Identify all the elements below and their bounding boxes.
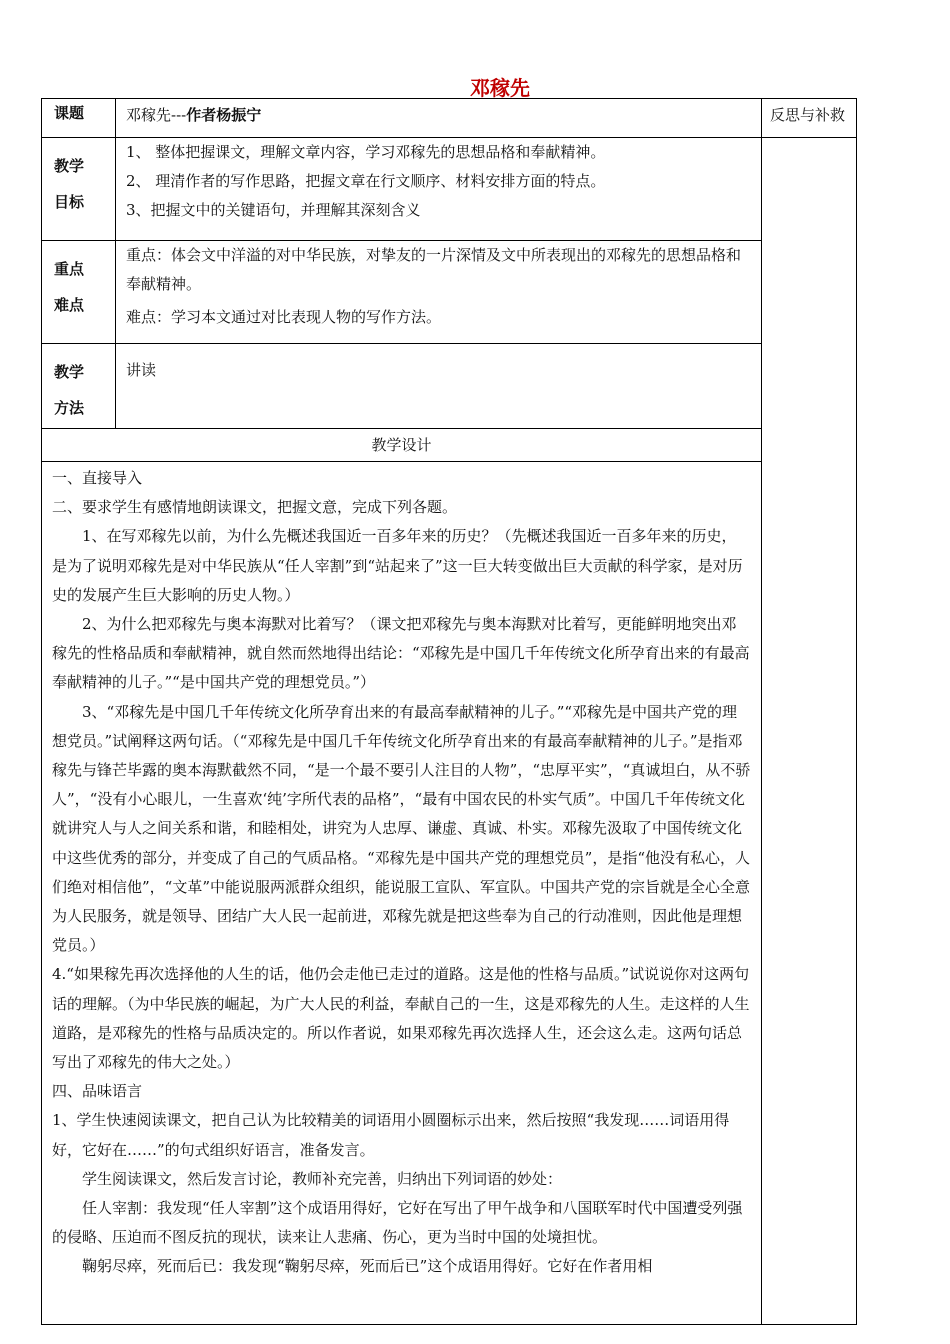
key-points-row (42, 241, 857, 344)
lesson-plan-table (41, 98, 857, 1325)
topic-label: 课题 (42, 99, 116, 138)
question-paragraph: 1、在写邓稼先以前，为什么先概述我国近一百多年来的历史？（先概述我国近一百多年来的历史，是为了说明邓稼先是对中华民族从“任人宰割”到“站起来了”这一巨大转变做出巨大贡献的科学家，是对历史的发展产生巨大影响的历史人物。） (52, 527, 743, 604)
goals-row (42, 138, 857, 241)
key-label-line1: 重点 (54, 260, 85, 278)
key-label-line2: 难点 (54, 296, 85, 314)
section-heading: 四、品味语言 (52, 1082, 143, 1101)
reflect-label: 反思与补救 (762, 99, 857, 138)
section-heading: 二、要求学生有感情地朗读课文，把握文意，完成下列各题。 (52, 498, 458, 517)
goal-item: 3、把握文中的关键语句，并理解其深刻含义 (126, 201, 421, 219)
topic-author: 作者杨振宁 (186, 106, 262, 124)
topic-row (42, 99, 857, 138)
design-heading: 教学设计 (42, 429, 762, 462)
section-heading: 一、直接导入 (52, 469, 143, 487)
goals-label-line2: 目标 (54, 193, 85, 211)
goals-label-line1: 教学 (54, 157, 85, 175)
goal-item: 2、 理清作者的写作思路，把握文章在行文顺序、材料安排方面的特点。 (126, 172, 606, 190)
topic-title: 邓稼先--- (126, 106, 187, 124)
goals-label (42, 138, 116, 241)
question-paragraph: 3、“邓稼先是中国几千年传统文化所孕育出来的有最高奉献精神的儿子。”“邓稼先是中国共产党的理想党员。”试阐释这两句话。（“邓稼先是中国几千年传统文化所孕育出来的有最高奉献精神的儿子。”是指邓稼先与锋芒毕露的奥本海默截然不同，“是一个最不要引人注目的人物”，“忠厚平实”，“真诚坦白，从不骄人”，“没有小心眼儿，一生喜欢‘纯’字所代表的品格”，“最有中国农民的朴实气质”。中国几千年传统文化就讲究人与人之间关系和谐，和睦相处，讲究为人忠厚、谦虚、真诚、朴实。邓稼先汲取了中国传统文化中这些优秀的部分，并变成了自己的气质品格。“邓稼先是中国共产党的理想党员”，是指“他没有私心，人们绝对相信他”，“文革”中能说服两派群众组织，能说服工宣队、军宣队。中国共产党的宗旨就是全心全意为人民服务，就是领导、团结广大人民一起前进，邓稼先就是把这些奉为自己的行动准则，因此他是理想党员。） (52, 702, 751, 955)
phrase-analysis: 鞠躬尽瘁，死而后已：我发现“鞠躬尽瘁，死而后已”这个成语用得好。它好在作者用相 (82, 1257, 653, 1276)
goals-cell (116, 138, 762, 241)
phrase-analysis: 任人宰割：我发现“任人宰割”这个成语用得好，它好在写出了甲午战争和八国联军时代中国遭受列强的侵略、压迫而不图反抗的现状，读来让人悲痛、伤心，更为当时中国的处境担忧。 (52, 1199, 743, 1247)
activity-paragraph: 学生阅读课文，然后发言讨论，教师补充完善，归纳出下列词语的妙处： (82, 1169, 563, 1188)
design-body (42, 462, 762, 1325)
question-paragraph: 2、为什么把邓稼先与奥本海默对比着写？（课文把邓稼先与奥本海默对比着写，更能鲜明地突出邓稼先的性格品质和奉献精神，就自然而然地得出结论：“邓稼先是中国几千年传统文化所孕育出来的有最高奉献精神的儿子。”“是中国共产党的理想党员。”） (52, 615, 750, 692)
activity-paragraph: 1、学生快速阅读课文，把自己认为比较精美的词语用小圆圈标示出来，然后按照“我发现……词语用得好，它好在……”的句式组织好语言，准备发言。 (52, 1111, 730, 1159)
key-point-text: 重点：体会文中洋溢的对中华民族，对挚友的一片深情及文中所表现出的邓稼先的思想品格和奉献精神。 (126, 246, 742, 293)
key-points-label (42, 241, 116, 344)
goal-item: 1、 整体把握课文，理解文章内容，学习邓稼先的思想品格和奉献精神。 (126, 143, 606, 161)
key-points-cell (116, 241, 762, 344)
design-heading-row (42, 429, 857, 462)
method-row (42, 344, 857, 429)
reflect-column (762, 138, 857, 1325)
method-label-line1: 教学 (54, 363, 85, 381)
topic-cell (116, 99, 762, 138)
method-label-line2: 方法 (54, 399, 85, 417)
method-cell (116, 344, 762, 429)
page-title: 邓稼先 (470, 76, 530, 100)
method-label (42, 344, 116, 429)
question-paragraph: 4.“如果稼先再次选择他的人生的话，他仍会走他已走过的道路。这是他的性格与品质。”试说说你对这两句话的理解。（为中华民族的崛起，为广大人民的利益，奉献自己的一生，这是邓稼先的人生。走这样的人生道路，是邓稼先的性格与品质决定的。所以作者说，如果邓稼先再次选择人生，还会这么走。这两句话总写出了邓稼先的伟大之处。） (52, 965, 750, 1072)
method-text: 讲读 (126, 361, 157, 379)
difficult-point-text: 难点：学习本文通过对比表现人物的写作方法。 (126, 308, 442, 326)
design-body-row (42, 462, 857, 1325)
